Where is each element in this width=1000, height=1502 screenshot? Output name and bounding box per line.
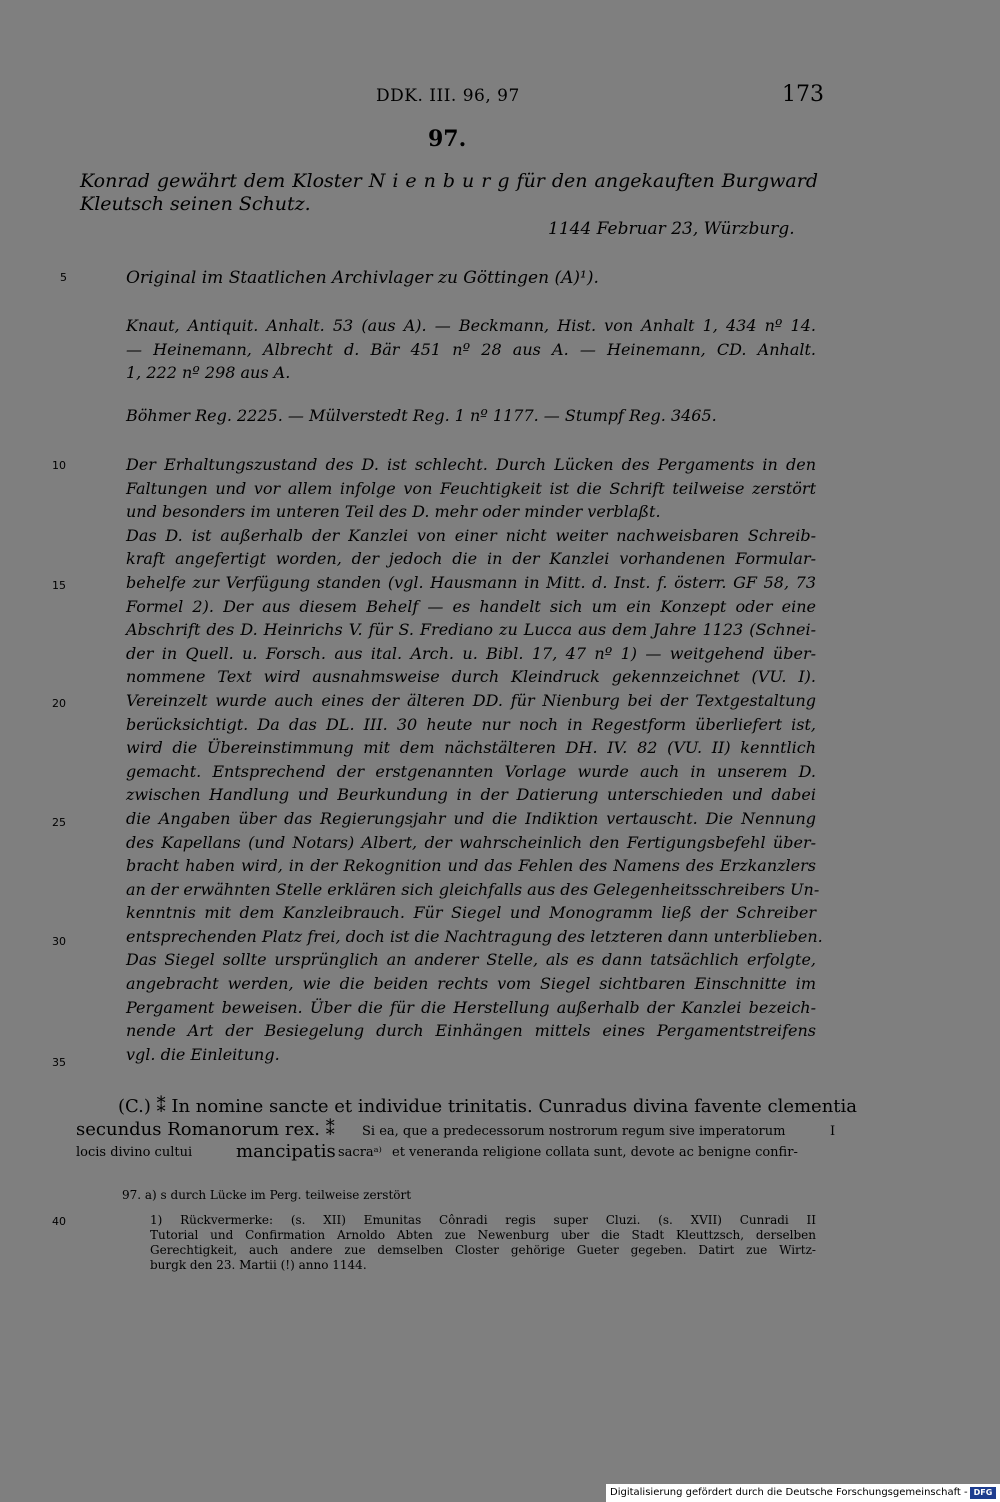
commentary-line: nommene Text wird ausnahmsweise durch Kleindruck gekennzeichnet (VU. I). [126,667,816,687]
commentary-line: berücksichtigt. Da das DL. III. 30 heute nur noch in Regestform überliefert ist, [126,714,816,734]
diploma-text-line-1: (C.) ⁑ In nomine sancte et individue trinitatis. Cunradus divina favente clementia [118,1096,858,1117]
commentary-line: wird die Übereinstimmung mit dem nächstälteren DH. IV. 82 (VU. II) kenntlich [126,738,816,758]
line-number: 30 [52,935,66,948]
date-place: 1144 Februar 23, Würzburg. [548,219,795,239]
regesta: Böhmer Reg. 2225. — Mülverstedt Reg. 1 nº 1177. — Stumpf Reg. 3465. [126,406,717,425]
commentary-line: Formel 2). Der aus diesem Behelf — es handelt sich um ein Konzept oder eine [126,596,816,616]
original-note: Original im Staatlichen Archivlager zu Göttingen (A)¹). [126,268,599,288]
commentary-line: angebracht werden, wie die beiden rechts vom Siegel sichtbaren Einschnitte im [126,974,816,994]
commentary-line: entsprechenden Platz frei, doch ist die Nachtragung des letzteren dann unterblieben. [126,926,823,946]
commentary-line: des Kapellans (und Notars) Albert, der wahrscheinlich den Fertigungsbefehl über- [126,832,816,852]
commentary-line: Das Siegel sollte ursprünglich an anderer Stelle, als es dann tatsächlich erfolgte, [126,950,816,970]
footnote-line: Gerechtigkeit, auch andere zue demselben Closter gehörige Gueter gegeben. Datirt zue Wirtz- [150,1243,816,1257]
commentary-line: der in Quell. u. Forsch. aus ital. Arch. u. Bibl. 17, 47 nº 1) — weitgehend über- [126,643,816,663]
commentary-line: Das D. ist außerhalb der Kanzlei von einer nicht weiter nachweisbaren Schreib- [126,525,816,545]
diploma-text-line-3c: sacraᵃ⁾ [338,1145,382,1160]
commentary-line: Pergament beweisen. Über die für die Herstellung außerhalb der Kanzlei bezeich- [126,997,816,1017]
commentary-line: kenntnis mit dem Kanzleibrauch. Für Siegel und Monogramm ließ der Schreiber [126,903,816,923]
editions [126,314,816,385]
commentary-line: und besonders im unteren Teil des D. mehr oder minder verblaßt. [126,502,661,522]
page-number: 173 [782,82,824,107]
commentary-line: kraft angefertigt worden, der jedoch die in der Kanzlei vorhandenen Formular- [126,549,816,569]
dfg-credit-bar [606,1484,1000,1502]
line-number: 20 [52,697,66,710]
commentary-line: an der erwähnten Stelle erklären sich gleichfalls aus des Gelegenheitsschreibers Un- [126,879,820,899]
line-number: 10 [52,459,66,472]
editions-line: — Heinemann, Albrecht d. Bär 451 nº 28 aus A. — Heinemann, CD. Anhalt. [126,339,816,359]
commentary-line: gemacht. Entsprechend der erstgenannten Vorlage wurde auch in unserem D. [126,761,816,781]
regest-line-2: Kleutsch seinen Schutz. [80,193,311,215]
commentary-line: die Angaben über das Regierungsjahr und die Indiktion vertauscht. Die Nennung [126,808,816,828]
credit-text: Digitalisierung gefördert durch die Deutsche Forschungsgemeinschaft - [610,1487,968,1498]
diploma-text-line-2b: Si ea, que a predecessorum nostrorum regum sive imperatorum [362,1124,786,1139]
editions-line: 1, 222 nº 298 aus A. [126,363,291,383]
document-number: 97. [428,126,467,152]
line-number: 25 [52,816,66,829]
footnote-line: burgk den 23. Martii (!) anno 1144. [150,1258,367,1272]
commentary-line: Abschrift des D. Heinrichs V. für S. Frediano zu Lucca aus dem Jahre 1123 (Schnei- [126,620,816,640]
diploma-text-line-3a: locis divino cultui [76,1145,193,1160]
diploma-text-line-3d: et veneranda religione collata sunt, devote ac benigne confir- [392,1145,798,1160]
diploma-text-line-3b: mancipatis [236,1141,336,1162]
commentary [126,453,823,1066]
line-number: 40 [52,1215,66,1228]
footnote-1 [150,1213,816,1273]
editions-line: Knaut, Antiquit. Anhalt. 53 (aus A). — Beckmann, Hist. von Anhalt 1, 434 nº 14. [126,316,816,335]
vorlage-marker: I [830,1124,836,1139]
footnote-a: 97. a) s durch Lücke im Perg. teilweise zerstört [122,1188,412,1202]
line-number: 15 [52,579,66,592]
regest-line-1: Konrad gewährt dem Kloster N i e n b u r g für den angekauften Burgward [80,170,818,192]
commentary-line: vgl. die Einleitung. [126,1044,280,1064]
line-number: 5 [60,271,67,284]
commentary-line: Vereinzelt wurde auch eines der älteren DD. für Nienburg bei der Textgestaltung [126,690,816,710]
diploma-text-line-2a: secundus Romanorum rex. ⁑ [76,1119,335,1140]
footnote-line: Tutorial und Confirmation Arnoldo Abten zue Newenburg uber die Stadt Kleuttzsch, derselben [150,1228,816,1242]
commentary-line: zwischen Handlung und Beurkundung in der Datierung unterschieden und dabei [126,785,816,805]
footnote-line: 1) Rückvermerke: (s. XII) Emunitas Cônradi regis super Cluzi. (s. XVII) Cunradi II [150,1213,816,1227]
dfg-logo: DFG [970,1487,996,1499]
commentary-line: nende Art der Besiegelung durch Einhängen mittels eines Pergamentstreifens [126,1021,816,1041]
commentary-line: bracht haben wird, in der Rekognition und das Fehlen des Namens des Erzkanzlers [126,856,816,876]
commentary-line: Faltungen und vor allem infolge von Feuchtigkeit ist die Schrift teilweise zerstört [126,478,816,498]
line-number: 35 [52,1056,66,1069]
commentary-line: behelfe zur Verfügung standen (vgl. Hausmann in Mitt. d. Inst. f. österr. GF 58, 73 [126,572,816,592]
running-title: DDK. III. 96, 97 [376,86,520,106]
commentary-line: Der Erhaltungszustand des D. ist schlecht. Durch Lücken des Pergaments in den [126,455,816,474]
